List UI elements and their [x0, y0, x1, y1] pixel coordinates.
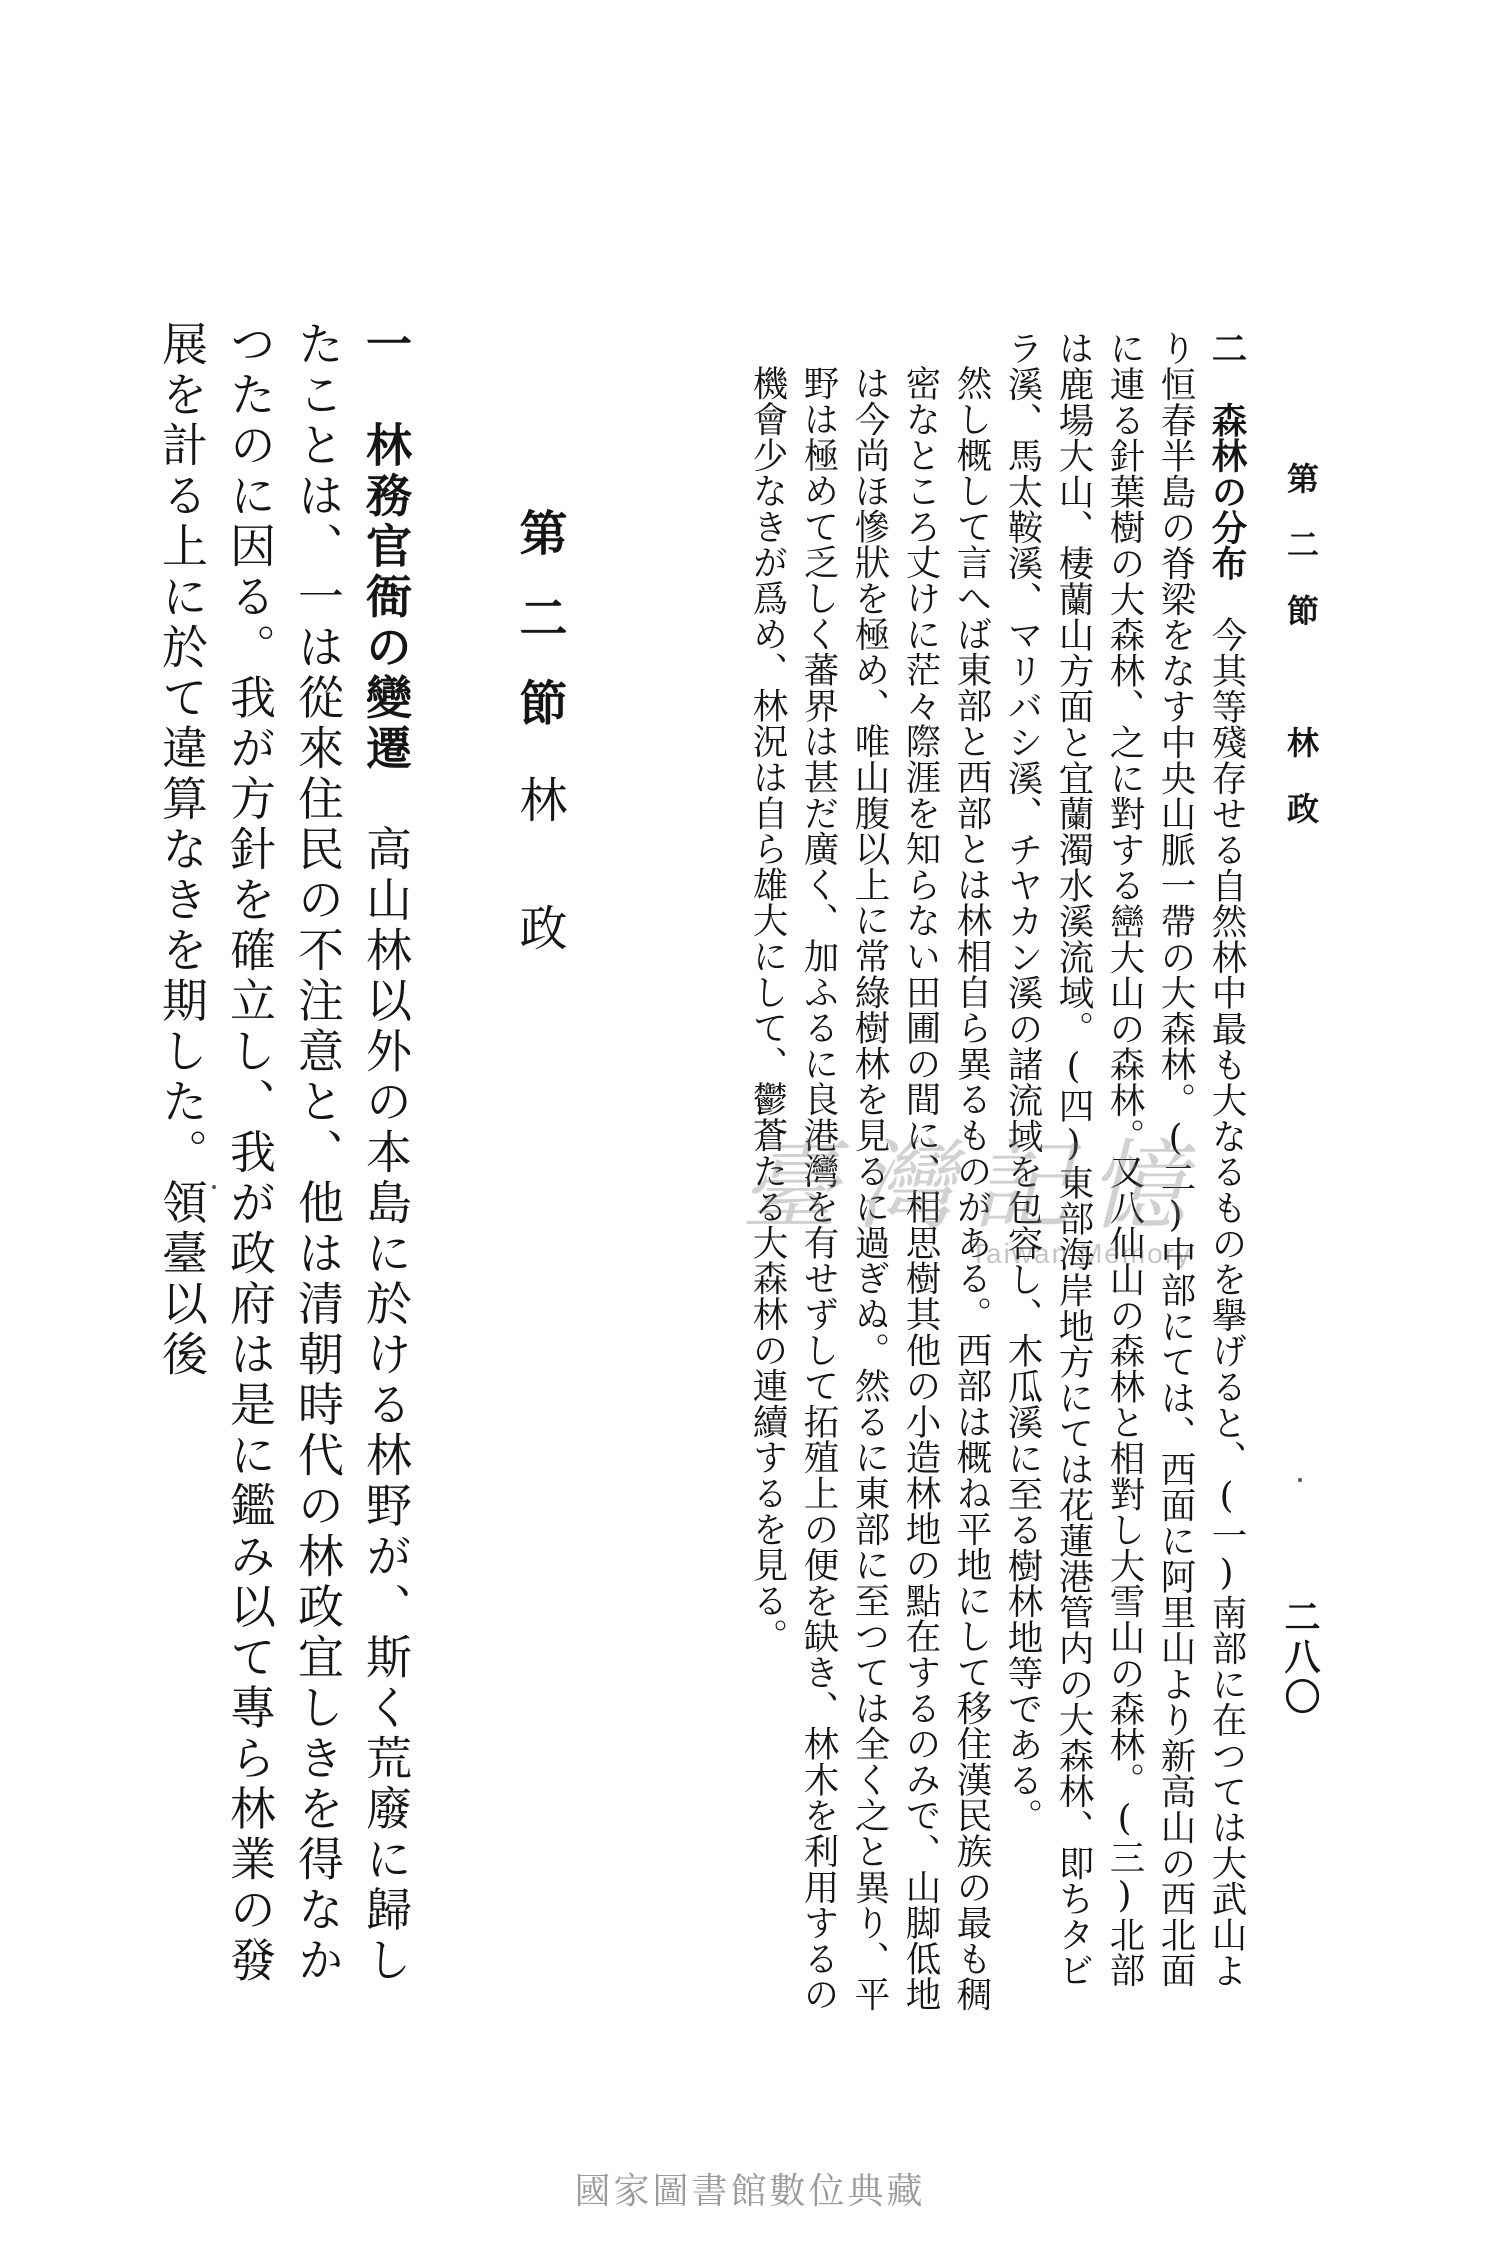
page-number: 二八〇 [1279, 1598, 1321, 1718]
paragraph-text: 高山林以外の本島に於ける林野が、斯く荒廢に歸したことは、一は從來住民の不注意と、他は清朝時代の林政宜しきを得なかつたのに因る。我が方針を確立し、我が政府は是に鑑み以て專ら林業の發展を計る上に於て違算なきを期した。領臺以後 [155, 320, 413, 1987]
running-head: 第二節 林政 [1282, 462, 1320, 858]
heading-number: 二 [1206, 330, 1247, 366]
section-title: 第二節 [511, 508, 567, 763]
footer-credit: 國家圖書館數位典藏 [574, 2171, 926, 2212]
forestry-office-section [148, 320, 420, 2020]
speck [1298, 1478, 1302, 1482]
section-heading: 森林の分布 [1206, 401, 1247, 581]
paragraph [997, 330, 1252, 2020]
forest-distribution-section [742, 330, 1252, 2020]
heading-number: 一 [359, 320, 413, 371]
speck [212, 1185, 216, 1189]
section-heading: 林務官衙の變遷 [359, 421, 413, 775]
paragraph-text: 今其等殘存せる自然林中最も大なるものを擧げると、(一)南部に在つては大武山より恒春半島の脊梁をなす中央山脈一帶の大森林。(二)中部にては、西面に阿里山より新高山の西北面に連る針葉樹の大森林、之に對する巒大山の森林。又八仙山の森林と相對し大雪山の森林。(三)北部は鹿場大山、棲蘭山方面と宜蘭濁水溪流域。(四)東部海岸地方にては花蓮港管内の大森林、即ちタビラ溪、馬太鞍溪、マリバシ溪、チヤカン溪の諸流域を包容し、木瓜溪に至る樹林地等である。 [1002, 330, 1247, 1988]
watermark-subtext: Taiwan Memory [970, 1238, 1193, 1269]
section-subtitle: 林政 [511, 775, 567, 1031]
paragraph: 然し概して言へば東部と西部とは林相自ら異るものがある。西部は概ね平地にして移住漢民族の最も稠密なところ丈けに茫々際涯を知らない田圃の間に、相思樹其他の小造林地の點在するのみで、山脚低地は今尚ほ慘狀を極め、唯山腹以上に常綠樹林を見るに過ぎぬ。然るに東部に至つては全く之と異り、平野は極めて乏しく蕃界は甚だ廣く、加ふるに良港灣を有せずして拓殖上の便を缺き、林木を利用するの機會少なきが爲め、林況は自ら雄大にして、鬱蒼たる大森林の連續するを見る。 [747, 365, 992, 2012]
watermark-text: 臺灣記憶 [740, 1130, 1205, 1244]
paragraph [148, 320, 420, 2020]
